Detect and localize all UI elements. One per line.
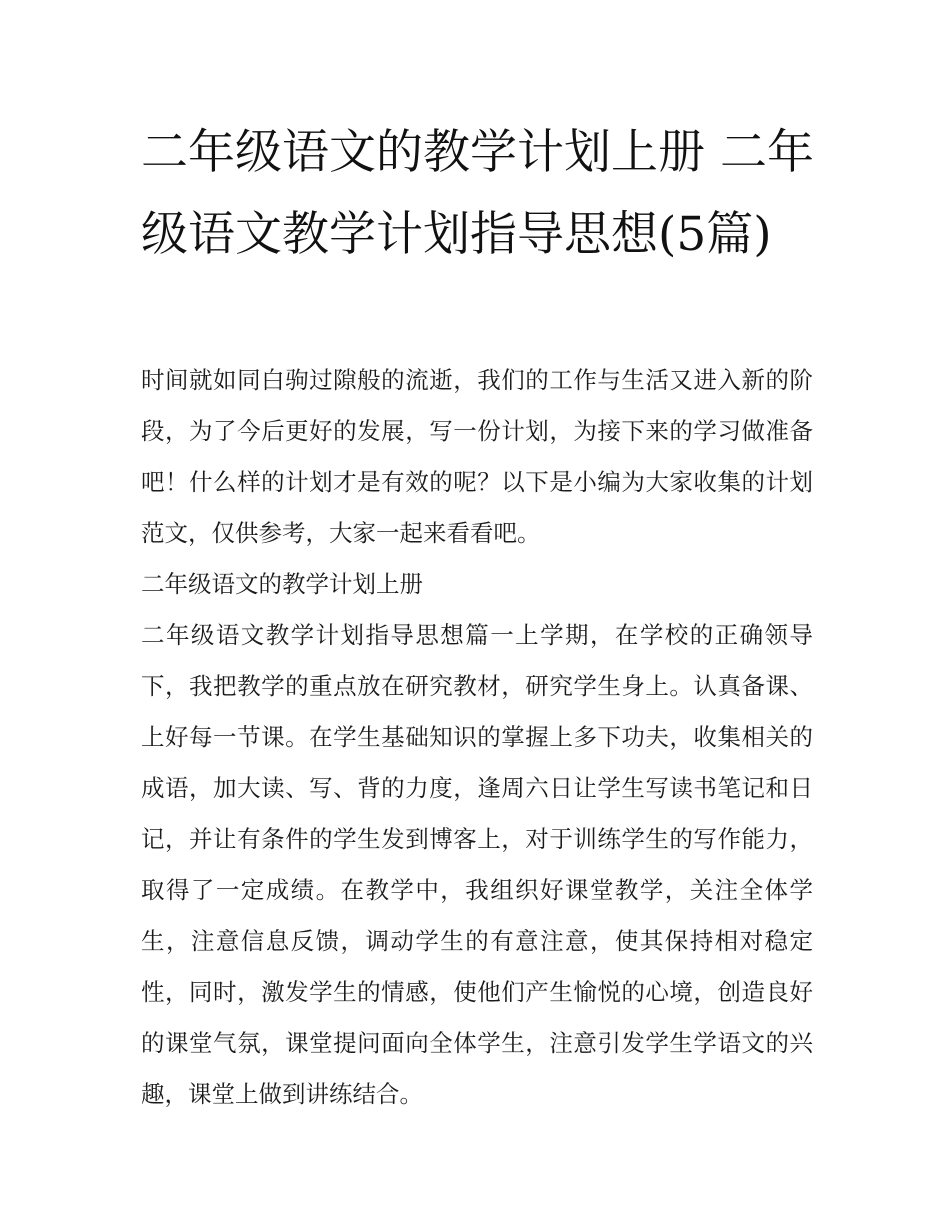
body-paragraph: 二年级语文教学计划指导思想篇一上学期，在学校的正确领导下，我把教学的重点放在研究教材，研究学生身上。认真备课、上好每一节课。在学生基础知识的掌握上多下功夫，收集相关的成语，加大读、写、背的力度，逢周六日让学生写读书笔记和日记，并让有条件的学生发到博客上，对于训练学生的写作能力，取得了一定成绩。在教学中，我组织好课堂教学，关注全体学生，注意信息反馈，调动学生的有意注意，使其保持相对稳定性，同时，激发学生的情感，使他们产生愉悦的心境，创造良好的课堂气氛，课堂提问面向全体学生，注意引发学生学语文的兴趣，课堂上做到讲练结合。 (141, 621, 813, 1108)
document-title: 二年级语文的教学计划上册 二年级语文教学计划指导思想(5篇) (141, 125, 814, 262)
intro-paragraph: 时间就如同白驹过隙般的流逝，我们的工作与生活又进入新的阶段，为了今后更好的发展，写一份计划，为接下来的学习做准备吧！什么样的计划才是有效的呢？以下是小编为大家收集的计划范文，仅供参考，大家一起来看看吧。 (141, 366, 813, 547)
document-body (141, 355, 813, 1120)
section-heading: 二年级语文的教学计划上册 (141, 570, 423, 598)
